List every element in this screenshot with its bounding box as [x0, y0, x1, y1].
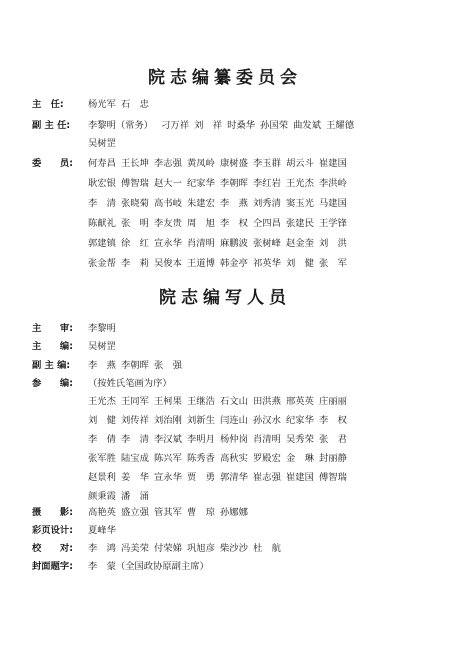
person-name: 王光杰 — [286, 178, 314, 189]
person-name: 刘 祥 — [194, 120, 222, 131]
person-name: 陆宝成 — [121, 453, 149, 464]
person-name: 赵景利 — [88, 472, 116, 483]
person-name: 赵大一 — [154, 178, 182, 189]
person-name: 李 燕 — [220, 198, 248, 209]
person-name: 张 军 — [319, 258, 347, 269]
person-name: 李黎明（常务） — [88, 120, 154, 131]
name-row-names — [88, 452, 352, 465]
person-name: 邢英英 — [286, 396, 314, 407]
person-name: 李红岩 — [253, 178, 281, 189]
person-name: 李明月 — [187, 434, 215, 445]
fengmian-names — [88, 560, 209, 573]
fengmian-label: 封面题字: — [32, 561, 73, 572]
person-name: 李 权 — [220, 218, 248, 229]
person-name: 张 君 — [319, 434, 347, 445]
person-name: 陈献礼 — [88, 218, 116, 229]
person-name: 张建民 — [286, 218, 314, 229]
person-name: 张 明 — [121, 218, 149, 229]
person-name: 时桑华 — [227, 120, 255, 131]
person-name: 潘 涌 — [121, 491, 149, 502]
caiye-names — [88, 524, 121, 537]
person-name: 张 强 — [154, 360, 182, 371]
person-name: 王道博 — [187, 258, 215, 269]
person-name: 李 清 — [88, 198, 116, 209]
person-name: 管其军 — [154, 507, 182, 518]
person-name: 窦玉光 — [286, 198, 314, 209]
person-name: 李朝晖 — [121, 360, 149, 371]
person-name: 陈兴军 — [154, 453, 182, 464]
person-name: 柴沙沙 — [220, 543, 248, 554]
name-row-names — [88, 217, 352, 230]
zhushen-names — [88, 322, 121, 335]
canbian-note: （按姓氏笔画为序） — [88, 378, 172, 389]
sheying-label: 摄 影: — [32, 507, 73, 518]
canbian-note-wrap — [88, 377, 172, 390]
name-row-names — [88, 433, 352, 446]
section1-title: 院志编纂委员会 — [148, 68, 302, 88]
person-name: 吴秀荣 — [286, 434, 314, 445]
fuzhubian-label: 副 主 编: — [32, 360, 71, 371]
vice-label: 副 主 任: — [32, 120, 71, 131]
person-name: 高书岐 — [154, 198, 182, 209]
person-name: 贾 勇 — [187, 472, 215, 483]
name-row-names — [88, 490, 154, 503]
person-name: 张晓菊 — [121, 198, 149, 209]
person-name: 巩旭彦 — [187, 543, 215, 554]
person-name: 赵金奎 — [286, 238, 314, 249]
person-name: 刘秀清 — [253, 198, 281, 209]
person-name: 郭建镇 — [88, 238, 116, 249]
person-name: 冯美荣 — [121, 543, 149, 554]
person-name: 刘新生 — [187, 415, 215, 426]
person-name: 金 琳 — [286, 453, 314, 464]
person-name: 刘治刚 — [154, 415, 182, 426]
person-name: 杨仲岗 — [220, 434, 248, 445]
person-name: 李志强 — [154, 158, 182, 169]
person-name: 麻鹏波 — [220, 238, 248, 249]
person-name: 孙国荣 — [260, 120, 288, 131]
person-name: 付荣娣 — [154, 543, 182, 554]
person-name: 李洪岭 — [319, 178, 347, 189]
person-name: 王同军 — [121, 396, 149, 407]
person-name: 封丽静 — [319, 453, 347, 464]
person-name: 吴树罡 — [88, 341, 116, 352]
person-name: 崔建国 — [286, 472, 314, 483]
person-name: 朱建宏 — [187, 198, 215, 209]
person-name: 肖清明 — [187, 238, 215, 249]
person-name: 王长坤 — [121, 158, 149, 169]
name-row-names — [88, 414, 352, 427]
person-name: 祁英华 — [253, 258, 281, 269]
canbian-label: 参 编: — [32, 378, 73, 389]
vice-names-2 — [88, 137, 121, 150]
person-name: 曲发斌 — [293, 120, 321, 131]
person-name: 石 忠 — [121, 99, 149, 110]
person-name: 宣永华 — [154, 238, 182, 249]
person-name: 王耀德 — [326, 120, 354, 131]
name-row-names — [88, 471, 352, 484]
person-name: 崔建国 — [319, 158, 347, 169]
director-label: 主 任: — [32, 99, 64, 110]
person-name: 李黎明 — [88, 323, 116, 334]
person-name: 肖清明 — [253, 434, 281, 445]
person-name: 石文山 — [220, 396, 248, 407]
person-name: 李朝晖 — [220, 178, 248, 189]
person-name: 盛立强 — [121, 507, 149, 518]
person-name: 李 清 — [121, 434, 149, 445]
person-name: 陈秀香 — [187, 453, 215, 464]
fuzhubian-names — [88, 359, 187, 372]
person-name: 郭清华 — [220, 472, 248, 483]
person-name: 何寿昌 — [88, 158, 116, 169]
name-row-names — [88, 395, 352, 408]
person-name: 刁万祥 — [161, 120, 189, 131]
caiye-label: 彩页设计: — [32, 525, 73, 536]
person-name: 康树盛 — [220, 158, 248, 169]
person-name: 李 倩 — [88, 434, 116, 445]
name-row-names — [88, 237, 352, 250]
person-name: 孙汉水 — [253, 415, 281, 426]
person-name: 刘 洪 — [319, 238, 347, 249]
person-name: 杨光军 — [88, 99, 116, 110]
person-name: 耿宏银 — [88, 178, 116, 189]
person-name: 傅智瑞 — [319, 472, 347, 483]
person-name: 马建国 — [319, 198, 347, 209]
person-name: 刘传祥 — [121, 415, 149, 426]
person-name: 庄丽丽 — [319, 396, 347, 407]
zhubian-label: 主 编: — [32, 341, 73, 352]
zhubian-names — [88, 340, 121, 353]
person-name: 李 蒙（全国政协原副主席） — [88, 561, 209, 572]
person-name: 李汉斌 — [154, 434, 182, 445]
person-name: 崔志强 — [253, 472, 281, 483]
name-row-names — [88, 257, 352, 270]
person-name: 吴俊本 — [154, 258, 182, 269]
person-name: 刘 健 — [88, 415, 116, 426]
person-name: 闫连山 — [220, 415, 248, 426]
person-name: 夏峰华 — [88, 525, 116, 536]
zhushen-label: 主 审: — [32, 323, 73, 334]
name-row-names — [88, 177, 352, 190]
person-name: 田洪燕 — [253, 396, 281, 407]
person-name: 李 莉 — [121, 258, 149, 269]
section2-title: 院志编写人员 — [159, 288, 291, 308]
members-label: 委 员: — [32, 158, 73, 169]
name-row-names — [88, 157, 352, 170]
person-name: 刘 健 — [286, 258, 314, 269]
person-name: 罗殿宏 — [253, 453, 281, 464]
director-names — [88, 98, 154, 111]
person-name: 李友贵 — [154, 218, 182, 229]
person-name: 仝四昌 — [253, 218, 281, 229]
person-name: 颜秉霞 — [88, 491, 116, 502]
person-name: 王柯果 — [154, 396, 182, 407]
person-name: 宣永华 — [154, 472, 182, 483]
person-name: 黄凤岭 — [187, 158, 215, 169]
person-name: 孙娜娜 — [220, 507, 248, 518]
person-name: 李 鸿 — [88, 543, 116, 554]
person-name: 高艳英 — [88, 507, 116, 518]
person-name: 李 权 — [319, 415, 347, 426]
person-name: 李玉群 — [253, 158, 281, 169]
person-name: 纪家华 — [286, 415, 314, 426]
person-name: 纪家华 — [187, 178, 215, 189]
person-name: 胡云斗 — [286, 158, 314, 169]
person-name: 张金帮 — [88, 258, 116, 269]
person-name: 王继浩 — [187, 396, 215, 407]
person-name: 韩金亭 — [220, 258, 248, 269]
person-name: 吴树罡 — [88, 138, 116, 149]
person-name: 高秋实 — [220, 453, 248, 464]
person-name: 张树峰 — [253, 238, 281, 249]
person-name: 傅智瑞 — [121, 178, 149, 189]
person-name: 周 旭 — [187, 218, 215, 229]
person-name: 杜 航 — [253, 543, 281, 554]
person-name: 李 燕 — [88, 360, 116, 371]
person-name: 徐 红 — [121, 238, 149, 249]
person-name: 王学锋 — [319, 218, 347, 229]
vice-names — [88, 119, 359, 132]
jiaodui-names — [88, 542, 286, 555]
name-row-names — [88, 197, 352, 210]
person-name: 张军胜 — [88, 453, 116, 464]
person-name: 曹 琼 — [187, 507, 215, 518]
sheying-names — [88, 506, 253, 519]
person-name: 姜 华 — [121, 472, 149, 483]
jiaodui-label: 校 对: — [32, 543, 73, 554]
person-name: 王光杰 — [88, 396, 116, 407]
